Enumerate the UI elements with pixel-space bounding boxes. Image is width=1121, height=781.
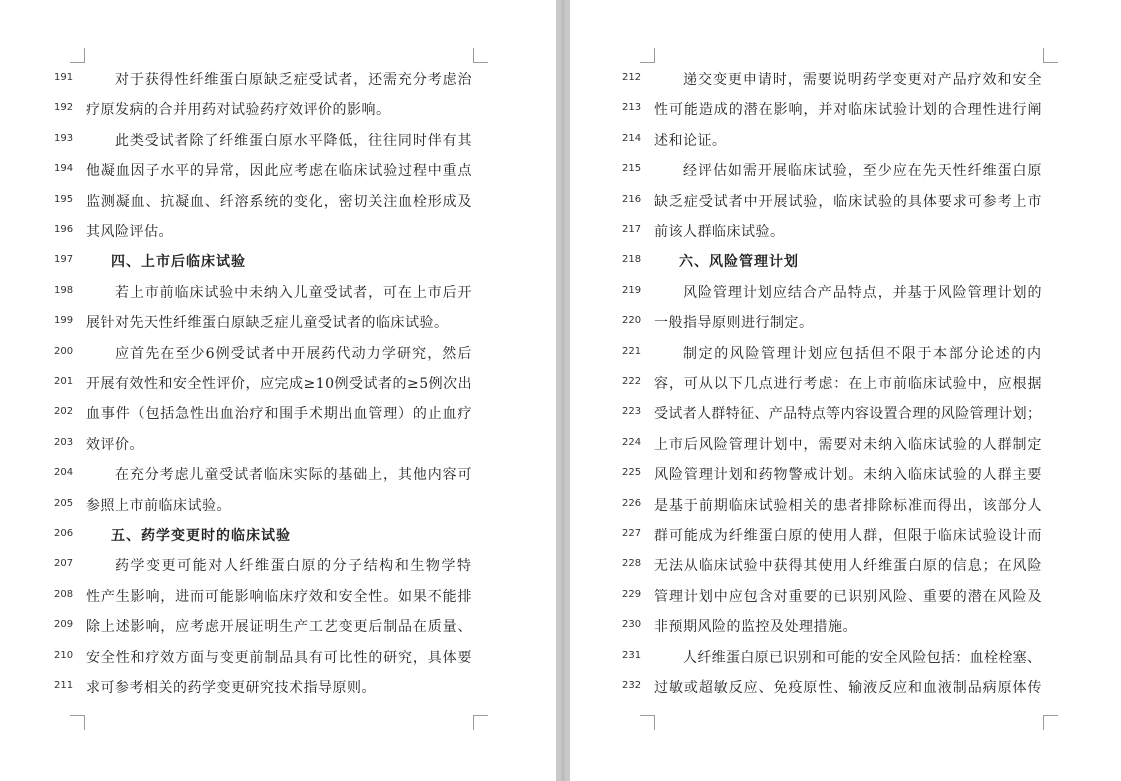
line-number: 228 bbox=[622, 558, 642, 570]
line-number: 214 bbox=[622, 132, 642, 144]
line-number: 223 bbox=[622, 406, 642, 418]
line-text: 开展有效性和安全性评价，应完成≥10例受试者的≥5例次出 bbox=[86, 376, 473, 392]
line-text: 前该人群临床试验。 bbox=[654, 224, 785, 240]
line-text: 述和论证。 bbox=[654, 132, 727, 149]
line-text: 无法从临床试验中获得其使用人纤维蛋白原的信息；在风险 bbox=[654, 558, 1043, 575]
crop-mark bbox=[1043, 48, 1058, 63]
line-text: 求可参考相关的药学变更研究技术指导原则。 bbox=[86, 680, 376, 696]
line-text: 参照上市前临床试验。 bbox=[86, 497, 231, 514]
text-line bbox=[570, 399, 1121, 429]
line-text: 递交变更申请时，需要说明药学变更对产品疗效和安全 bbox=[683, 72, 1043, 88]
line-number: 226 bbox=[622, 497, 642, 509]
line-text: 缺乏症受试者中开展试验，临床试验的具体要求可参考上市 bbox=[654, 193, 1043, 210]
text-line bbox=[0, 551, 556, 581]
line-number: 227 bbox=[622, 528, 642, 539]
text-line bbox=[0, 156, 556, 186]
line-text: 在充分考虑儿童受试者临床实际的基础上，其他内容可 bbox=[115, 467, 473, 484]
text-line bbox=[570, 460, 1121, 490]
text-line bbox=[0, 187, 556, 217]
section-heading-line bbox=[0, 247, 556, 277]
line-number: 224 bbox=[622, 436, 642, 448]
line-number: 212 bbox=[622, 72, 642, 83]
line-number: 205 bbox=[54, 497, 74, 509]
text-line bbox=[570, 491, 1121, 521]
line-number: 207 bbox=[54, 558, 74, 570]
text-line bbox=[570, 95, 1121, 125]
line-number: 202 bbox=[54, 406, 74, 418]
line-number: 217 bbox=[622, 224, 642, 235]
line-number: 196 bbox=[54, 224, 74, 235]
line-number: 201 bbox=[54, 376, 74, 387]
line-number: 209 bbox=[54, 619, 74, 631]
line-text: 他凝血因子水平的异常，因此应考虑在临床试验过程中重点 bbox=[86, 163, 473, 180]
document-page-left bbox=[0, 0, 556, 781]
line-number: 218 bbox=[622, 254, 642, 266]
text-line bbox=[0, 673, 556, 703]
section-heading: 五、药学变更时的临床试验 bbox=[111, 528, 291, 544]
crop-mark bbox=[640, 715, 655, 730]
text-line bbox=[570, 65, 1121, 95]
line-text: 疗原发病的合并用药对试验药疗效评价的影响。 bbox=[86, 102, 391, 119]
line-number: 225 bbox=[622, 467, 642, 479]
line-number: 193 bbox=[54, 132, 74, 144]
line-number: 197 bbox=[54, 254, 74, 266]
document-page-right bbox=[570, 0, 1121, 781]
text-line bbox=[570, 582, 1121, 612]
line-number: 222 bbox=[622, 376, 642, 387]
line-number: 210 bbox=[54, 649, 74, 661]
text-line bbox=[570, 278, 1121, 308]
text-line bbox=[570, 187, 1121, 217]
line-text: 风险管理计划和药物警戒计划。未纳入临床试验的人群主要 bbox=[654, 467, 1043, 484]
text-line bbox=[570, 643, 1121, 673]
line-number: 191 bbox=[54, 72, 74, 83]
line-text: 此类受试者除了纤维蛋白原水平降低，往往同时伴有其 bbox=[115, 132, 473, 149]
line-text: 上市后风险管理计划中，需要对未纳入临床试验的人群制定 bbox=[654, 436, 1043, 453]
text-line bbox=[0, 399, 556, 429]
line-text: 性可能造成的潜在影响，并对临床试验计划的合理性进行阐 bbox=[654, 102, 1043, 119]
line-number: 204 bbox=[54, 467, 74, 479]
text-line bbox=[0, 65, 556, 95]
line-text: 安全性和疗效方面与变更前制品具有可比性的研究，具体要 bbox=[86, 649, 473, 666]
crop-mark bbox=[70, 715, 85, 730]
line-number: 194 bbox=[54, 163, 74, 175]
text-line bbox=[0, 460, 556, 490]
line-text: 风险管理计划应结合产品特点，并基于风险管理计划的 bbox=[683, 284, 1043, 301]
text-line bbox=[570, 551, 1121, 581]
line-text: 效评价。 bbox=[86, 436, 144, 453]
line-text: 一般指导原则进行制定。 bbox=[654, 315, 814, 332]
text-line bbox=[0, 612, 556, 642]
text-line bbox=[0, 339, 556, 369]
text-line bbox=[0, 369, 556, 399]
text-line bbox=[570, 126, 1121, 156]
text-line bbox=[570, 673, 1121, 703]
line-text: 监测凝血、抗凝血、纤溶系统的变化，密切关注血栓形成及 bbox=[86, 193, 473, 210]
crop-mark bbox=[473, 48, 488, 63]
line-text: 血事件（包括急性出血治疗和围手术期出血管理）的止血疗 bbox=[86, 406, 473, 423]
line-number: 199 bbox=[54, 315, 74, 327]
section-heading-line bbox=[570, 247, 1121, 277]
line-number: 192 bbox=[54, 102, 74, 114]
text-line bbox=[570, 612, 1121, 642]
line-number: 230 bbox=[622, 619, 642, 631]
line-text: 其风险评估。 bbox=[86, 224, 173, 240]
line-number: 216 bbox=[622, 193, 642, 205]
line-text: 若上市前临床试验中未纳入儿童受试者，可在上市后开 bbox=[115, 284, 473, 301]
text-line bbox=[570, 217, 1121, 247]
text-line bbox=[570, 430, 1121, 460]
text-line bbox=[0, 278, 556, 308]
line-number: 206 bbox=[54, 528, 74, 539]
line-text: 是基于前期临床试验相关的患者排除标准而得出，该部分人 bbox=[654, 497, 1043, 514]
crop-mark bbox=[70, 48, 85, 63]
text-line bbox=[0, 643, 556, 673]
text-line bbox=[0, 308, 556, 338]
line-text: 容，可从以下几点进行考虑：在上市前临床试验中，应根据 bbox=[654, 376, 1043, 392]
text-line bbox=[0, 491, 556, 521]
section-heading: 四、上市后临床试验 bbox=[111, 254, 246, 271]
line-text: 展针对先天性纤维蛋白原缺乏症儿童受试者的临床试验。 bbox=[86, 315, 449, 332]
line-text: 非预期风险的监控及处理措施。 bbox=[654, 619, 857, 636]
text-line bbox=[570, 521, 1121, 551]
page-gutter bbox=[556, 0, 570, 781]
line-text: 性产生影响，进而可能影响临床疗效和安全性。如果不能排 bbox=[86, 588, 473, 605]
text-line bbox=[570, 308, 1121, 338]
line-text: 人纤维蛋白原已识别和可能的安全风险包括：血栓栓塞、 bbox=[683, 649, 1042, 666]
line-number: 232 bbox=[622, 680, 642, 691]
text-line bbox=[570, 369, 1121, 399]
line-number: 203 bbox=[54, 436, 74, 448]
line-number: 219 bbox=[622, 284, 642, 296]
line-number: 220 bbox=[622, 315, 642, 327]
section-heading-line bbox=[0, 521, 556, 551]
line-number: 198 bbox=[54, 284, 74, 296]
text-line bbox=[570, 156, 1121, 186]
line-text: 除上述影响，应考虑开展证明生产工艺变更后制品在质量、 bbox=[86, 619, 473, 636]
text-line bbox=[0, 430, 556, 460]
text-line bbox=[0, 95, 556, 125]
line-number: 195 bbox=[54, 193, 74, 205]
text-line bbox=[570, 339, 1121, 369]
line-text: 管理计划中应包含对重要的已识别风险、重要的潜在风险及 bbox=[654, 588, 1043, 605]
text-line bbox=[0, 582, 556, 612]
section-heading: 六、风险管理计划 bbox=[679, 254, 799, 271]
line-text: 制定的风险管理计划应包括但不限于本部分论述的内 bbox=[683, 345, 1043, 362]
crop-mark bbox=[640, 48, 655, 63]
crop-mark bbox=[1043, 715, 1058, 730]
line-text: 经评估如需开展临床试验，至少应在先天性纤维蛋白原 bbox=[683, 163, 1043, 180]
line-text: 受试者人群特征、产品特点等内容设置合理的风险管理计划； bbox=[654, 406, 1042, 423]
line-text: 群可能成为纤维蛋白原的使用人群，但限于临床试验设计而 bbox=[654, 528, 1043, 544]
line-number: 208 bbox=[54, 588, 74, 600]
text-line bbox=[0, 126, 556, 156]
line-number: 231 bbox=[622, 649, 642, 661]
line-number: 213 bbox=[622, 102, 642, 114]
line-number: 221 bbox=[622, 345, 642, 357]
text-line bbox=[0, 217, 556, 247]
line-text: 应首先在至少6例受试者中开展药代动力学研究，然后 bbox=[115, 345, 473, 362]
line-text: 药学变更可能对人纤维蛋白原的分子结构和生物学特 bbox=[115, 558, 473, 575]
line-number: 200 bbox=[54, 345, 74, 357]
crop-mark bbox=[473, 715, 488, 730]
line-number: 229 bbox=[622, 588, 642, 600]
line-text: 过敏或超敏反应、免疫原性、输液反应和血液制品病原体传 bbox=[654, 680, 1043, 696]
line-number: 211 bbox=[54, 680, 74, 691]
line-number: 215 bbox=[622, 163, 642, 175]
line-text: 对于获得性纤维蛋白原缺乏症受试者，还需充分考虑治 bbox=[115, 72, 473, 88]
